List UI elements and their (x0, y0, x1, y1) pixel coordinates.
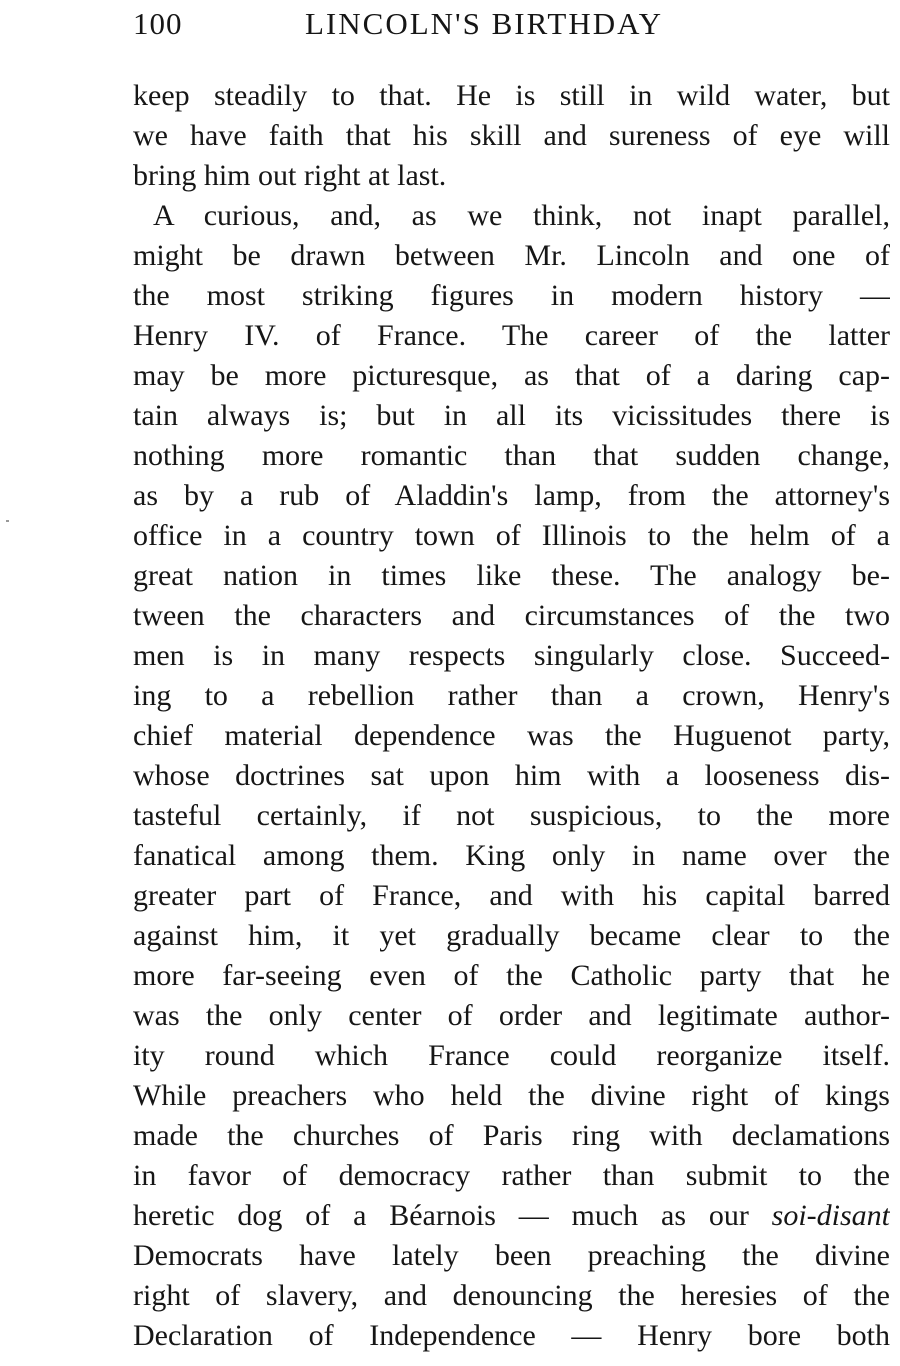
text-line: right of slavery, and denouncing the heresies of the (133, 1279, 890, 1312)
text-line: the most striking figures in modern history — (133, 279, 890, 312)
text-line: was the only center of order and legitimate author- (133, 999, 890, 1032)
text-line: bring him out right at last. (133, 159, 447, 192)
text-line: against him, it yet gradually became clear to the (133, 919, 890, 952)
text-line: in favor of democracy rather than submit to the (133, 1159, 890, 1192)
text-line: Declaration of Independence — Henry bore both (133, 1319, 890, 1352)
text-line: more far-seeing even of the Catholic party that he (133, 959, 890, 992)
text-line: greater part of France, and with his capital barred (133, 879, 890, 912)
text-line: nothing more romantic than that sudden change, (133, 439, 890, 472)
page-number: 100 (133, 6, 183, 41)
scan-speck (6, 520, 9, 522)
text-line: chief material dependence was the Huguenot party, (133, 719, 890, 752)
text-line: tween the characters and circumstances of the two (133, 599, 890, 632)
running-head (133, 6, 890, 42)
text-line: While preachers who held the divine right of kings (133, 1079, 890, 1112)
text-line: keep steadily to that. He is still in wild water, but (133, 79, 890, 112)
text-line: might be drawn between Mr. Lincoln and one of (133, 239, 890, 272)
text-line: made the churches of Paris ring with declamations (133, 1119, 890, 1152)
text-line: whose doctrines sat upon him with a looseness dis- (133, 759, 890, 792)
text-line: we have faith that his skill and sureness of eye will (133, 119, 890, 152)
running-title: LINCOLN'S BIRTHDAY (305, 6, 664, 41)
text-line: tasteful certainly, if not suspicious, to the more (133, 799, 890, 832)
text-line (133, 1196, 890, 1236)
text-line: Democrats have lately been preaching the divine (133, 1239, 890, 1272)
text-line: great nation in times like these. The analogy be- (133, 559, 890, 592)
paragraph-start-line: A curious, and, as we think, not inapt parallel, (153, 199, 890, 232)
text-segment: heretic dog of a Béarnois — much as our (133, 1199, 772, 1232)
text-line: may be more picturesque, as that of a daring cap- (133, 359, 890, 392)
text-line: men is in many respects singularly close. Succeed- (133, 639, 890, 672)
body-text (133, 76, 890, 1356)
text-line: as by a rub of Aladdin's lamp, from the attorney's (133, 479, 890, 512)
text-line: fanatical among them. King only in name over the (133, 839, 890, 872)
text-line: office in a country town of Illinois to the helm of a (133, 519, 890, 552)
italic-phrase: soi-disant (771, 1199, 890, 1232)
text-line: ity round which France could reorganize itself. (133, 1039, 890, 1072)
text-line: tain always is; but in all its vicissitudes there is (133, 399, 890, 432)
text-line: ing to a rebellion rather than a crown, Henry's (133, 679, 890, 712)
text-line: Henry IV. of France. The career of the latter (133, 319, 890, 352)
